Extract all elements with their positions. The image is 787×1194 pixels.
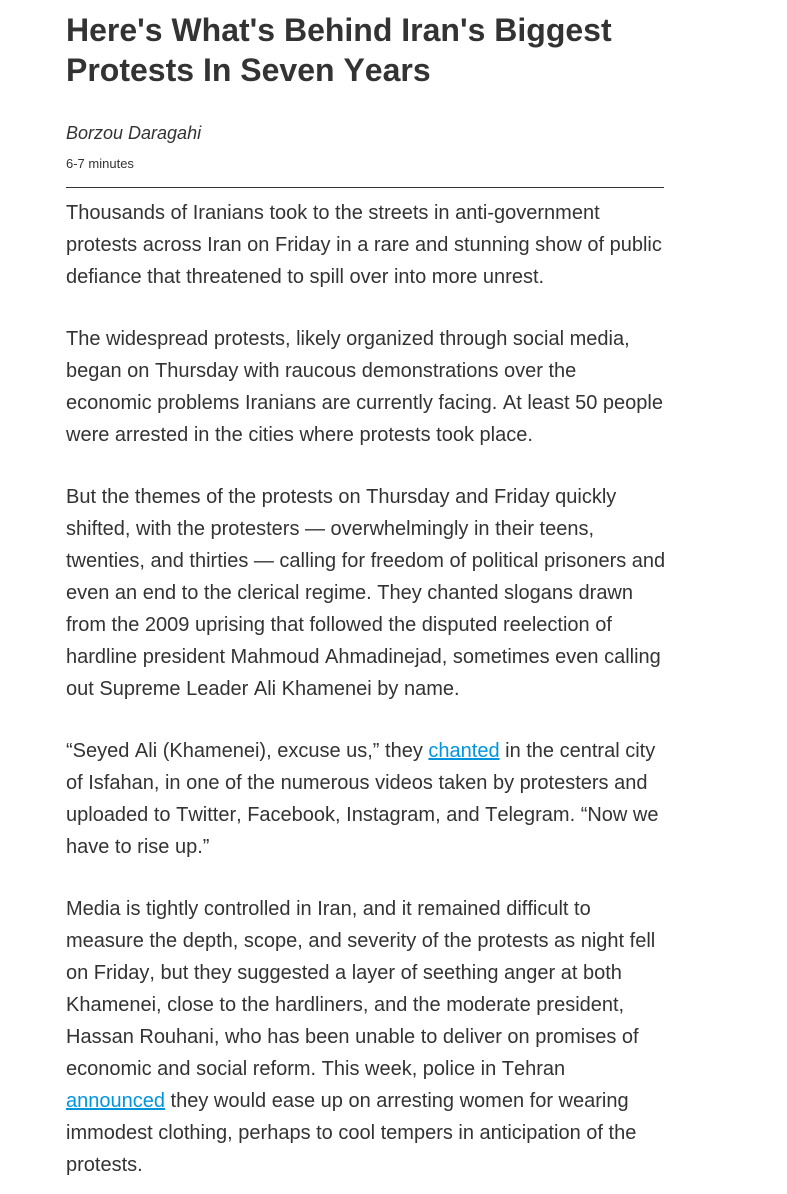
- article-paragraph: But the themes of the protests on Thursday and Friday quickly shifted, with the protesters — overwhelmingly in their teens, twenties, and thirties — calling for freedom of political prisoners and even an end to the clerical regime. They chanted slogans drawn from the 2009 uprising that followed the disputed reelection of hardline president Mahmoud Ahmadinejad, sometimes even calling out Supreme Leader Ali Khamenei by name.: [66, 486, 666, 700]
- article-title: Here's What's Behind Iran's Biggest Protests In Seven Years: [66, 12, 612, 88]
- paragraph-text: in the central city of Isfahan, in one of the numerous videos taken by protesters and uploaded to Twitter, Facebook, Instagram, and Telegram. “Now we have to rise up.”: [66, 740, 659, 858]
- article-paragraph: [66, 893, 666, 1181]
- article-paragraph: Thousands of Iranians took to the streets in anti-government protests across Iran on Friday in a rare and stunning show of public defiance that threatened to spill over into more unrest.: [66, 202, 662, 288]
- reader-view: [0, 10, 666, 1181]
- header-divider: [66, 187, 664, 188]
- chanted-link[interactable]: chanted: [428, 740, 500, 762]
- article-body: [66, 197, 666, 1181]
- article-header: [66, 10, 666, 172]
- article-paragraph: [66, 735, 666, 863]
- paragraph-text: Media is tightly controlled in Iran, and it remained difficult to measure the depth, scope, and severity of the protests as night fell on Friday, but they suggested a layer of seething anger at both Khamenei, close to the hardliners, and the moderate president, Hassan Rouhani, who has been unable to deliver on promises of economic and social reform. This week, police in Tehran: [66, 898, 656, 1080]
- paragraph-text: they would ease up on arresting women for wearing immodest clothing, perhaps to cool tempers in anticipation of the protests.: [66, 1090, 637, 1176]
- article-byline: Borzou Daragahi: [66, 123, 202, 143]
- announced-link[interactable]: announced: [66, 1090, 165, 1112]
- reading-time: 6-7 minutes: [66, 156, 134, 171]
- paragraph-text: “Seyed Ali (Khamenei), excuse us,” they: [66, 740, 429, 762]
- article-paragraph: The widespread protests, likely organized through social media, began on Thursday with raucous demonstrations over the economic problems Iranians are currently facing. At least 50 people were arrested in the cities where protests took place.: [66, 328, 663, 446]
